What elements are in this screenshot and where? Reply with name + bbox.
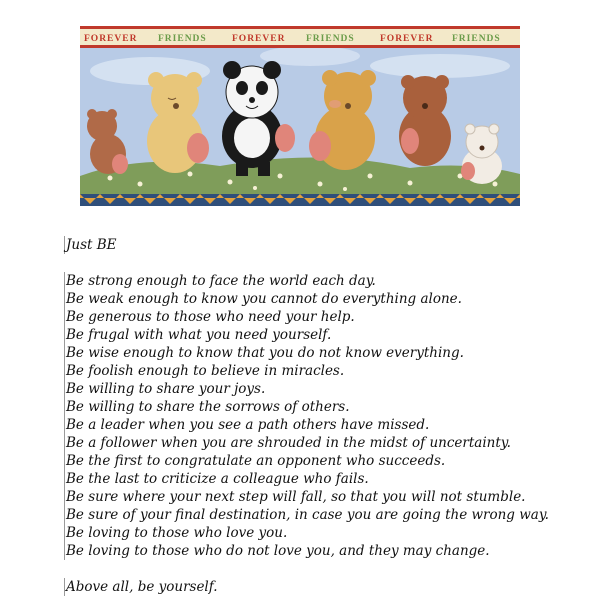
- poem-line: Be frugal with what you need yourself.: [64, 326, 584, 344]
- poem-line: Be a follower when you are shrouded in the midst of uncertainty.: [64, 434, 584, 452]
- poem-closing: Above all, be yourself.: [64, 578, 584, 596]
- poem-line: Be loving to those who do not love you, and they may change.: [64, 542, 584, 560]
- poem: [64, 236, 584, 596]
- poem-line: Be generous to those who need your help.: [64, 308, 584, 326]
- poem-line: Be a leader when you see a path others have missed.: [64, 416, 584, 434]
- poem-line: Be wise enough to know that you do not know everything.: [64, 344, 584, 362]
- border-stripe: [80, 26, 520, 29]
- poem-line: Be sure where your next step will fall, so that you will not stumble.: [64, 488, 584, 506]
- banner-word: FRIENDS: [306, 34, 355, 44]
- cloud: [370, 54, 510, 78]
- poem-line: Be foolish enough to believe in miracles.: [64, 362, 584, 380]
- friends-banner: [80, 26, 520, 206]
- banner-word: FRIENDS: [158, 34, 207, 44]
- poem-line: Be weak enough to know you cannot do everything alone.: [64, 290, 584, 308]
- banner-word: FRIENDS: [452, 34, 501, 44]
- poem-title: Just BE: [64, 236, 584, 254]
- poem-line: Be loving to those who love you.: [64, 524, 584, 542]
- bear-dark-brown: [399, 75, 451, 166]
- poem-line: Be the last to criticize a colleague who fails.: [64, 470, 584, 488]
- friends-banner-illustration: [80, 26, 520, 206]
- banner-word: FOREVER: [380, 34, 434, 44]
- poem-line: Be sure of your final destination, in case you are going the wrong way.: [64, 506, 584, 524]
- poem-line: Be strong enough to face the world each day.: [64, 272, 584, 290]
- poem-line: Be the first to congratulate an opponent who succeeds.: [64, 452, 584, 470]
- poem-line: Be willing to share the sorrows of others.: [64, 398, 584, 416]
- banner-word: FOREVER: [232, 34, 286, 44]
- poem-line: Be willing to share your joys.: [64, 380, 584, 398]
- banner-word: FOREVER: [84, 34, 138, 44]
- bear-white: [461, 124, 502, 184]
- border-stripe: [80, 45, 520, 48]
